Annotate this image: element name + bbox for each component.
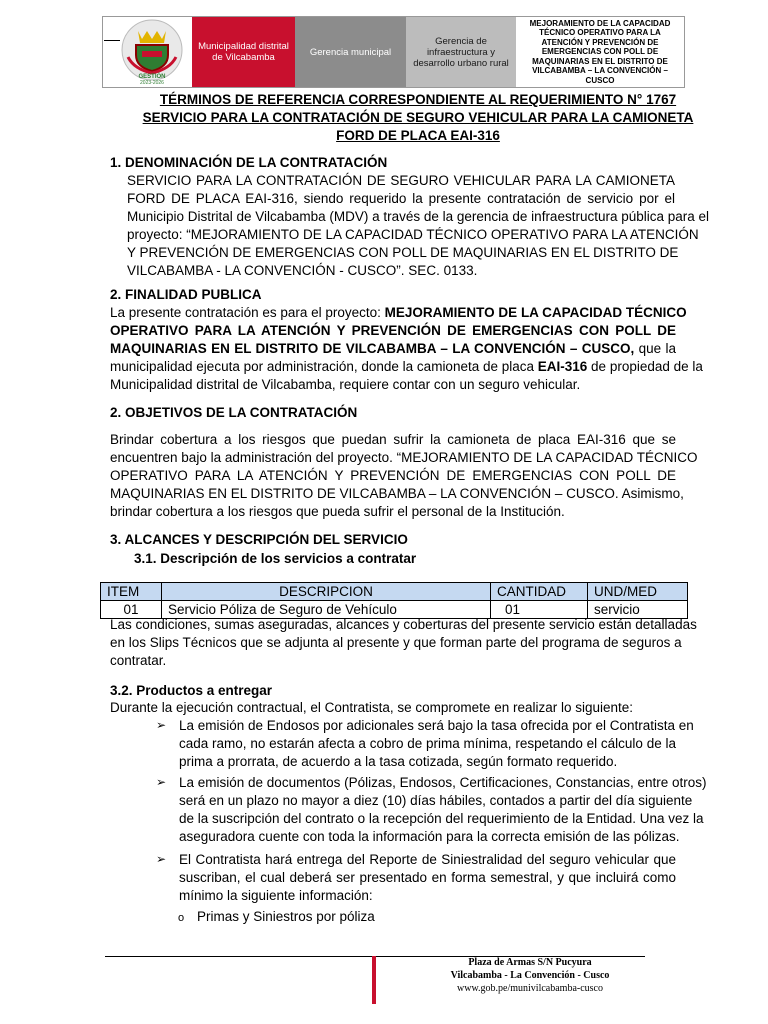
- section3-body: [110, 431, 698, 521]
- table-cell: 01: [101, 601, 162, 619]
- header-project-name: MEJORAMIENTO DE LA CAPACIDAD TÉCNICO OPERATIVO PARA LA ATENCIÓN Y PREVENCIÓN DE EMERGENCIAS CON POLL DE MAQUINARIAS EN EL DISTRITO DE VILCABAMBA – LA CONVENCIÓN – CUSCO: [516, 17, 684, 87]
- section1-line: Municipio Distrital de Vilcabamba (MDV) a través de la gerencia de infraestructura pública para el: [127, 209, 710, 224]
- section2-line: MAQUINARIAS EN EL DISTRITO DE VILCABAMBA – LA CONVENCIÓN – CUSCO, que la: [110, 341, 676, 356]
- section3-heading: 2. OBJETIVOS DE LA CONTRATACIÓN: [110, 405, 358, 420]
- footer-website: www.gob.pe/munivilcabamba-cusco: [457, 983, 603, 994]
- doc-title-line1: TÉRMINOS DE REFERENCIA CORRESPONDIENTE AL REQUERIMIENTO N° 1767: [159, 92, 677, 107]
- logo-caption: GESTIÓN: [138, 74, 166, 80]
- table-cell: servicio: [588, 601, 688, 619]
- section2-heading: 2. FINALIDAD PUBLICA: [110, 287, 262, 302]
- table-header-cell: ITEM: [101, 583, 162, 601]
- header-municipal-management: Gerencia municipal: [295, 17, 406, 87]
- section3-line: OPERATIVO PARA LA ATENCIÓN Y PREVENCIÓN DE EMERGENCIAS CON POLL DE: [110, 468, 676, 483]
- sub-bullet-item: Primas y Siniestros por póliza: [197, 909, 375, 924]
- table-header-cell: DESCRIPCION: [162, 583, 491, 601]
- section5-heading: 3.2. Productos a entregar: [110, 683, 273, 698]
- section3-line: encuentren bajo la administración del proyecto. “MEJORAMIENTO DE LA CAPACIDAD TÉCNICO: [110, 450, 698, 465]
- table-cell: 01: [491, 601, 588, 619]
- services-table: [100, 582, 688, 619]
- arrow-bullet-icon: ➢: [156, 718, 167, 732]
- arrow-bullet-icon: ➢: [156, 775, 167, 789]
- table-header-row: [101, 583, 688, 601]
- footer-location: Vilcabamba - La Convención - Cusco: [450, 970, 610, 981]
- section4-line: contratar.: [110, 653, 167, 668]
- municipal-logo: [112, 17, 192, 87]
- section1-line: proyecto: “MEJORAMIENTO DE LA CAPACIDAD TÉCNICO OPERATIVO PARA LA ATENCIÓN: [127, 227, 699, 242]
- section2-line: OPERATIVO PARA LA ATENCIÓN Y PREVENCIÓN DE EMERGENCIAS CON POLL DE: [110, 323, 676, 338]
- section2-line: municipalidad ejecuta por administración, donde la camioneta de placa EAI-316 de propiedad de la: [110, 359, 703, 374]
- bullet-item: La emisión de documentos (Pólizas, Endosos, Certificaciones, Constancias, entre otros) será en un plazo no mayor a diez (10) días hábiles, contados a partir del día siguiente de la suscripción del contrato o la recepción del requerimiento de la Entidad. Una vez la aseguradora cuente con toda la información para la correcta emisión de las pólizas.: [179, 775, 707, 844]
- doc-title-line2: SERVICIO PARA LA CONTRATACIÓN DE SEGURO VEHICULAR PARA LA CAMIONETA: [142, 110, 694, 125]
- section4-subheading: 3.1. Descripción de los servicios a contratar: [134, 551, 417, 566]
- bullet-item: La emisión de Endosos por adicionales será bajo la tasa ofrecida por el Contratista en cada ramo, no estarán afecta a cobro de prima mínima, respetando el cálculo de la prima a prorrata, de acuerdo a la tasa cotizada, según formato requerido.: [179, 718, 694, 769]
- section4-heading: 3. ALCANCES Y DESCRIPCIÓN DEL SERVICIO: [110, 532, 408, 547]
- table-header-cell: UND/MED: [588, 583, 688, 601]
- section3-line: MAQUINARIAS EN EL DISTRITO DE VILCABAMBA – LA CONVENCIÓN – CUSCO. Asimismo,: [110, 486, 684, 501]
- footer-address: Plaza de Armas S/N Pucyura: [468, 957, 592, 968]
- table-header-cell: CANTIDAD: [491, 583, 588, 601]
- section4-line: Las condiciones, sumas aseguradas, alcances y coberturas del presente servicio están detalladas: [110, 617, 697, 632]
- header-municipality: Municipalidad distrital de Vilcabamba: [192, 17, 295, 87]
- section5-intro: Durante la ejecución contractual, el Contratista, se compromete en realizar lo siguiente:: [110, 700, 634, 715]
- section1-line: FORD DE PLACA EAI-316, siendo requerido la presente contratación de servicio por el: [127, 191, 675, 206]
- section1-heading: 1. DENOMINACIÓN DE LA CONTRATACIÓN: [110, 155, 388, 170]
- section4-line: en los Slips Técnicos que se adjunta al presente y que forman parte del programa de seguros a: [110, 635, 682, 650]
- doc-title-line3: FORD DE PLACA EAI-316: [336, 128, 500, 143]
- arrow-bullet-icon: ➢: [156, 852, 167, 866]
- section2-line: La presente contratación es para el proyecto: MEJORAMIENTO DE LA CAPACIDAD TÉCNICO: [110, 305, 687, 320]
- section1-body: [127, 172, 710, 280]
- section1-line: VILCABAMBA - LA CONVENCIÓN - CUSCO”. SEC. 0133.: [127, 263, 478, 278]
- logo-years: 2023-2026: [140, 80, 164, 86]
- section1-line: SERVICIO PARA LA CONTRATACIÓN DE SEGURO VEHICULAR PARA LA CAMIONETA: [127, 173, 675, 188]
- header-infrastructure-management: Gerencia de infraestructura y desarrollo urbano rural: [406, 17, 516, 87]
- footer-red-bar: [372, 956, 376, 1004]
- section4-body: [110, 616, 697, 670]
- section3-line: brindar cobertura a los riesgos que pueda sufrir el personal de la Institución.: [110, 504, 565, 519]
- table-cell: Servicio Póliza de Seguro de Vehículo: [162, 601, 491, 619]
- section1-line: Y PREVENCIÓN DE EMERGENCIAS CON POLL DE MAQUINARIAS EN EL DISTRITO DE: [127, 245, 679, 260]
- bullet-item: El Contratista hará entrega del Reporte de Siniestralidad del seguro vehicular que suscriban, el cual deberá ser presentado en forma semestral, y que incluirá como mínimo la siguiente información:: [179, 852, 676, 903]
- circle-bullet-icon: o: [178, 912, 185, 924]
- section2-line: Municipalidad distrital de Vilcabamba, requiere contar con un seguro vehicular.: [110, 377, 581, 392]
- section3-line: Brindar cobertura a los riesgos que puedan sufrir la camioneta de placa EAI-316 que se: [110, 432, 676, 447]
- section2-body: [110, 304, 703, 394]
